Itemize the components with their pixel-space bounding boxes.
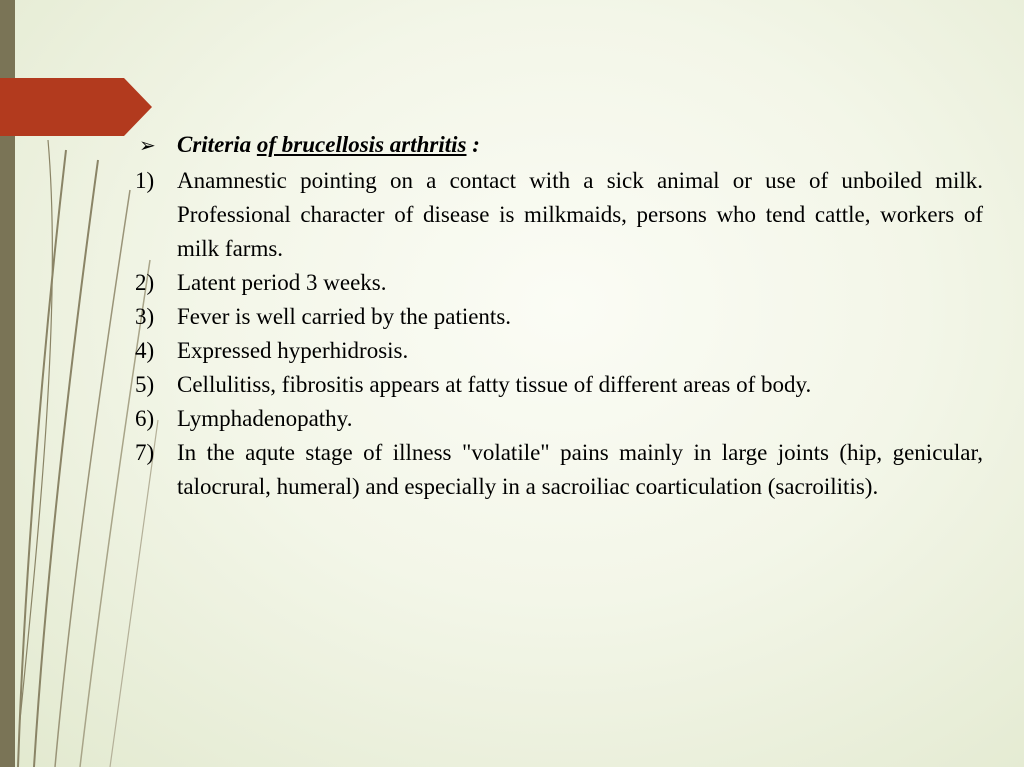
- red-accent-tab: [0, 78, 152, 136]
- item-number: 5): [135, 372, 155, 397]
- heading-text: [177, 128, 480, 162]
- slide-heading: [135, 128, 983, 162]
- list-item: [135, 368, 983, 402]
- item-number: 3): [135, 304, 155, 329]
- item-number: 7): [135, 440, 155, 465]
- heading-suffix: :: [466, 132, 480, 157]
- heading-prefix: Criteria: [177, 132, 257, 157]
- list-item: [135, 402, 983, 436]
- item-text: Cellulitiss, fibrositis appears at fatty tissue of different areas of body.: [177, 372, 812, 397]
- item-number: 6): [135, 406, 155, 431]
- item-text: Anamnestic pointing on a contact with a sick animal or use of unboiled milk. Professional character of disease is milkmaids, persons who tend cattle, workers of milk farms.: [177, 168, 983, 261]
- item-text: Expressed hyperhidrosis.: [177, 338, 409, 363]
- list-item: [135, 334, 983, 368]
- item-number: 4): [135, 338, 155, 363]
- list-item: [135, 436, 983, 504]
- item-number: 1): [135, 168, 155, 193]
- list-item: [135, 300, 983, 334]
- item-number: 2): [135, 270, 155, 295]
- criteria-list: [135, 164, 983, 504]
- item-text: In the aqute stage of illness "volatile" pains mainly in large joints (hip, genicular, talocrural, humeral) and especially in a sacroiliac coarticulation (sacroilitis).: [177, 440, 983, 499]
- list-item: [135, 164, 983, 266]
- slide-content: [135, 128, 983, 504]
- list-item: [135, 266, 983, 300]
- arrow-bullet-icon: ➢: [139, 133, 156, 157]
- item-text: Latent period 3 weeks.: [177, 270, 387, 295]
- item-text: Fever is well carried by the patients.: [177, 304, 512, 329]
- item-text: Lymphadenopathy.: [177, 406, 353, 431]
- heading-underlined: of brucellosis arthritis: [256, 132, 467, 157]
